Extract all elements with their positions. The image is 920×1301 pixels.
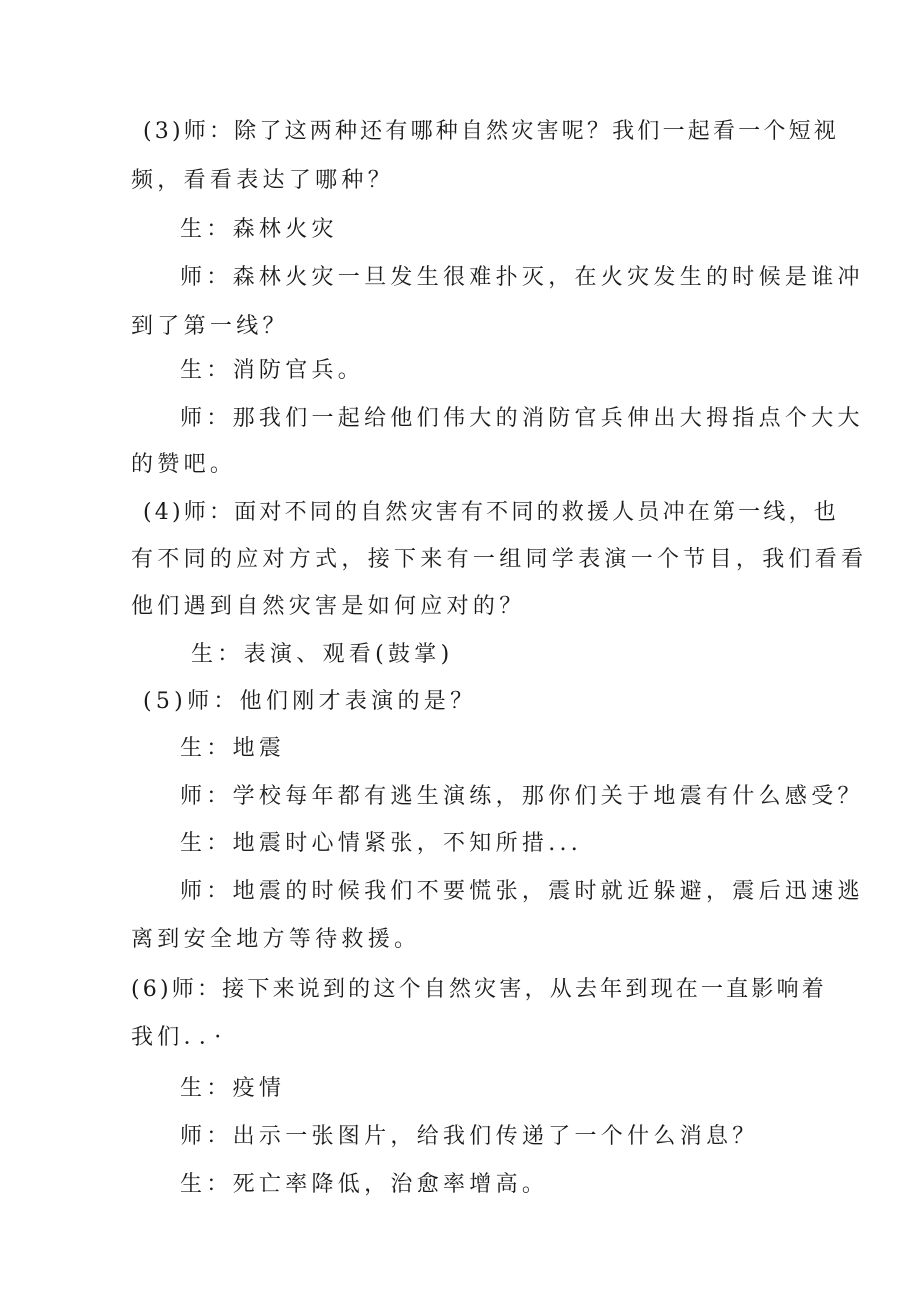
text-line: (3)师：除了这两种还有哪种自然灾害呢？我们一起看一个短视: [143, 119, 839, 144]
text-line: 生：地震: [180, 736, 286, 761]
text-line: 我们．．·: [131, 1025, 226, 1050]
text-line: (4)师：面对不同的自然灾害有不同的救援人员冲在第一线，也: [143, 500, 839, 525]
text-line: 到了第一线？: [131, 314, 289, 339]
text-line: 师：森林火灾一旦发生很难扑灭，在火灾发生的时候是谁冲: [180, 265, 864, 290]
text-line: 离到安全地方等待救援。: [131, 927, 421, 952]
text-line: 师：出示一张图片，给我们传递了一个什么消息？: [180, 1124, 759, 1149]
text-line: 生：地震时心情紧张，不知所措...: [180, 831, 583, 856]
text-line: 师：地震的时候我们不要慌张，震时就近躲避，震后迅速逃: [180, 879, 864, 904]
text-line: 生：消防官兵。: [180, 358, 365, 383]
text-line: 他们遇到自然灾害是如何应对的？: [131, 594, 526, 619]
text-line: 生：疫情: [180, 1076, 286, 1101]
text-line: (5)师：他们刚才表演的是？: [143, 689, 477, 714]
text-line: (6)师：接下来说到的这个自然灾害，从去年到现在一直影响着: [131, 977, 827, 1002]
text-line: 生：森林火灾: [180, 217, 338, 242]
text-line: 师：学校每年都有逃生演练，那你们关于地震有什么感受？: [180, 784, 864, 809]
text-line: 频，看看表达了哪种？: [131, 168, 395, 193]
text-line: 师：那我们一起给他们伟大的消防官兵伸出大拇指点个大大: [180, 406, 864, 431]
text-line: 生：死亡率降低，治愈率增高。: [180, 1172, 549, 1197]
text-line: 生：表演、观看(鼓掌): [191, 642, 454, 667]
text-line: 有不同的应对方式，接下来有一组同学表演一个节目，我们看看: [131, 547, 868, 572]
text-line: 的赞吧。: [131, 452, 237, 477]
